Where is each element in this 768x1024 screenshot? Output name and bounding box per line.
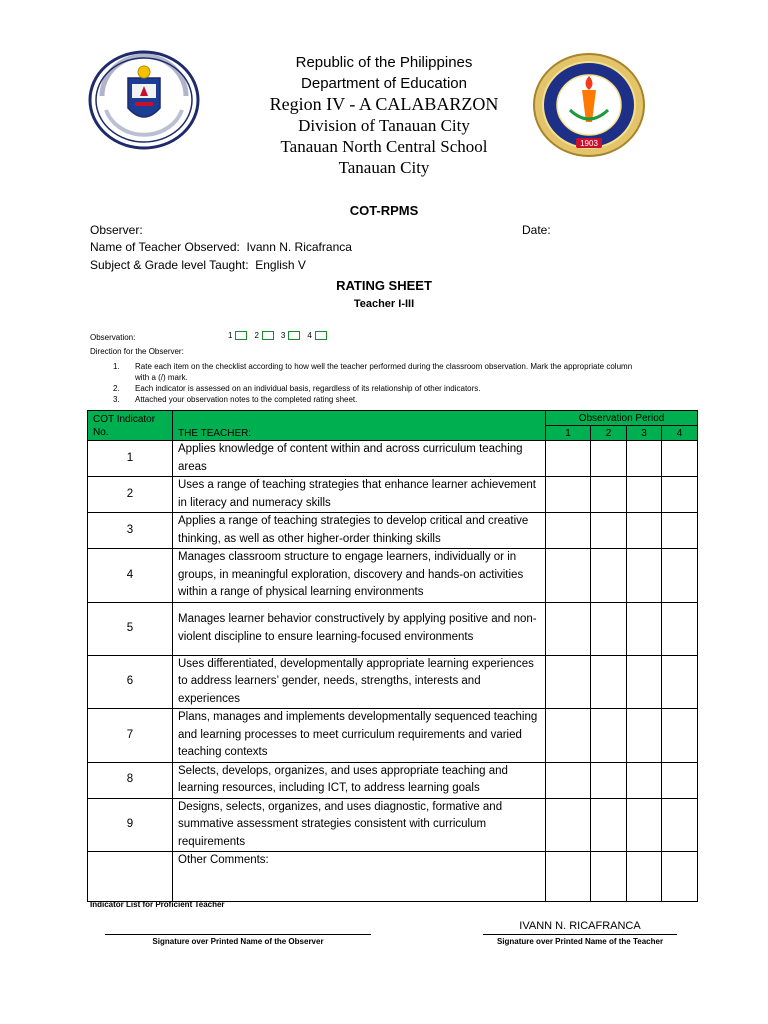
direction-label: Direction for the Observer: <box>90 347 184 356</box>
rating-cell[interactable] <box>662 513 698 549</box>
table-row <box>88 655 698 709</box>
observation-option-2-label: 2 <box>254 331 259 340</box>
rating-cell[interactable] <box>662 655 698 709</box>
observer-line <box>90 223 143 237</box>
date-label: Date: <box>522 223 551 237</box>
indicator-text: Plans, manages and implements developmentally sequenced teaching and learning processes to meet curriculum requirements and varied teaching contexts <box>173 709 546 763</box>
table-row <box>88 762 698 798</box>
rating-cell[interactable] <box>627 709 662 763</box>
teacher-label: Name of Teacher Observed: <box>90 240 240 254</box>
subject-label: Subject & Grade level Taught: <box>90 258 249 272</box>
rating-cell[interactable] <box>627 549 662 603</box>
table-row <box>88 798 698 852</box>
rating-cell[interactable] <box>627 441 662 477</box>
indicator-text: Applies a range of teaching strategies to develop critical and creative thinking, as well as other higher-order thinking skills <box>173 513 546 549</box>
indicator-number: 3 <box>88 513 173 549</box>
rating-cell[interactable] <box>591 441 627 477</box>
indicator-text: Uses differentiated, developmentally appropriate learning experiences to address learners’ gender, needs, strengths, interests and experiences <box>173 655 546 709</box>
rating-cell[interactable] <box>591 852 627 902</box>
observer-signature-caption: Signature over Printed Name of the Observer <box>152 937 324 946</box>
indicator-text: Selects, develops, organizes, and uses appropriate teaching and learning resources, including ICT, to address learning goals <box>173 762 546 798</box>
rating-cell[interactable] <box>591 549 627 603</box>
observer-label: Observer: <box>90 223 143 237</box>
other-comments-spacer <box>88 852 173 902</box>
rating-cell[interactable] <box>546 477 591 513</box>
rating-cell[interactable] <box>627 655 662 709</box>
rating-cell[interactable] <box>662 798 698 852</box>
col-observation-period-header: Observation Period <box>546 411 698 426</box>
indicator-number: 7 <box>88 709 173 763</box>
form-title: COT-RPMS <box>349 203 419 218</box>
observation-option-4-label: 4 <box>307 331 312 340</box>
period-1-header: 1 <box>546 426 591 441</box>
rating-cell[interactable] <box>662 762 698 798</box>
table-row <box>88 549 698 603</box>
rating-cell[interactable] <box>662 441 698 477</box>
indicator-text: Applies knowledge of content within and across curriculum teaching areas <box>173 441 546 477</box>
direction-item: 1. Rate each item on the checklist according to how well the teacher performed during the classroom observation. Mark the appropriate column with a (/) mark. <box>113 362 633 382</box>
rating-cell[interactable] <box>546 549 591 603</box>
rating-cell[interactable] <box>591 762 627 798</box>
rating-sheet-title: RATING SHEET <box>336 278 432 293</box>
rating-cell[interactable] <box>546 441 591 477</box>
rating-cell[interactable] <box>591 709 627 763</box>
indicator-text: Uses a range of teaching strategies that enhance learner achievement in literacy and numeracy skills <box>173 477 546 513</box>
rating-cell[interactable] <box>591 602 627 655</box>
rating-cell[interactable] <box>546 513 591 549</box>
rating-cell[interactable] <box>627 798 662 852</box>
rating-cell[interactable] <box>627 602 662 655</box>
observation-option-3-label: 3 <box>280 331 286 340</box>
observation-option-1-label: 1 <box>228 331 233 340</box>
indicator-text: Manages learner behavior constructively by applying positive and non-violent discipline to ensure learning-focused environments <box>173 602 546 655</box>
observation-checkbox-2[interactable] <box>262 331 274 340</box>
teacher-printed-name: IVANN N. RICAFRANCA <box>519 920 641 932</box>
indicator-number: 6 <box>88 655 173 709</box>
cot-rating-table <box>87 410 698 902</box>
letterhead-school: Tanauan North Central School <box>280 137 488 156</box>
observation-checkboxes <box>228 331 331 340</box>
observation-checkbox-1[interactable] <box>235 331 247 340</box>
letterhead-republic: Republic of the Philippines <box>295 54 473 71</box>
rating-cell[interactable] <box>627 762 662 798</box>
directions-list <box>113 361 643 405</box>
rating-cell[interactable] <box>546 602 591 655</box>
rating-cell[interactable] <box>662 852 698 902</box>
rating-cell[interactable] <box>546 655 591 709</box>
col-teacher-header: THE TEACHER: <box>173 411 546 441</box>
letterhead-region: Region IV - A CALABARZON <box>269 94 499 114</box>
direction-item: 3. Attached your observation notes to the completed rating sheet. <box>113 395 358 404</box>
direction-item: 2. Each indicator is assessed on an individual basis, regardless of its relationship of other indicators. <box>113 384 481 393</box>
observation-label: Observation: <box>90 333 136 342</box>
indicator-number: 8 <box>88 762 173 798</box>
table-row <box>88 709 698 763</box>
rating-cell[interactable] <box>591 477 627 513</box>
indicator-number: 2 <box>88 477 173 513</box>
rating-cell[interactable] <box>662 549 698 603</box>
teacher-signature-line <box>483 934 677 935</box>
rating-cell[interactable] <box>546 798 591 852</box>
indicator-text: Designs, selects, organizes, and uses diagnostic, formative and summative assessment strategies consistent with curriculum requirements <box>173 798 546 852</box>
rating-cell[interactable] <box>591 513 627 549</box>
indicator-text: Manages classroom structure to engage learners, individually or in groups, in meaningful exploration, discovery and hands-on activities within a range of physical learning environments <box>173 549 546 603</box>
teacher-name: Ivann N. Ricafranca <box>246 240 352 254</box>
rating-cell[interactable] <box>627 477 662 513</box>
letterhead <box>200 52 568 178</box>
col-indicator-header: COT Indicator No. <box>88 411 173 441</box>
letterhead-department: Department of Education <box>301 75 467 92</box>
observation-checkbox-3[interactable] <box>288 331 300 340</box>
rating-cell[interactable] <box>627 852 662 902</box>
subject-value: English V <box>255 258 306 272</box>
table-row <box>88 513 698 549</box>
indicator-number: 4 <box>88 549 173 603</box>
rating-cell[interactable] <box>546 852 591 902</box>
observer-signature-line <box>105 934 371 935</box>
indicator-number: 9 <box>88 798 173 852</box>
rating-cell[interactable] <box>591 798 627 852</box>
indicator-list-note: Indicator List for Proficient Teacher <box>90 900 225 909</box>
subject-line <box>90 258 306 272</box>
letterhead-city: Tanauan City <box>338 158 430 177</box>
table-row <box>88 477 698 513</box>
rating-cell[interactable] <box>662 477 698 513</box>
teacher-line <box>90 240 352 254</box>
table-row <box>88 602 698 655</box>
indicator-number: 1 <box>88 441 173 477</box>
rating-cell[interactable] <box>627 513 662 549</box>
other-comments-field[interactable]: Other Comments: <box>173 852 546 902</box>
table-header-row <box>88 411 698 426</box>
observation-checkbox-4[interactable] <box>315 331 327 340</box>
teacher-signature-caption: Signature over Printed Name of the Teacher <box>496 937 664 946</box>
rating-cell[interactable] <box>662 602 698 655</box>
rating-cell[interactable] <box>591 655 627 709</box>
deped-seal <box>88 50 200 150</box>
other-comments-row <box>88 852 698 902</box>
period-2-header: 2 <box>591 426 627 441</box>
indicator-number: 5 <box>88 602 173 655</box>
rating-cell[interactable] <box>546 709 591 763</box>
rating-cell[interactable] <box>546 762 591 798</box>
letterhead-division: Division of Tanauan City <box>298 116 470 135</box>
period-3-header: 3 <box>627 426 662 441</box>
rating-sheet-subtitle: Teacher I-III <box>353 298 415 310</box>
rating-cell[interactable] <box>662 709 698 763</box>
table-row <box>88 441 698 477</box>
seal-year: 1903 <box>580 139 598 148</box>
period-4-header: 4 <box>662 426 698 441</box>
